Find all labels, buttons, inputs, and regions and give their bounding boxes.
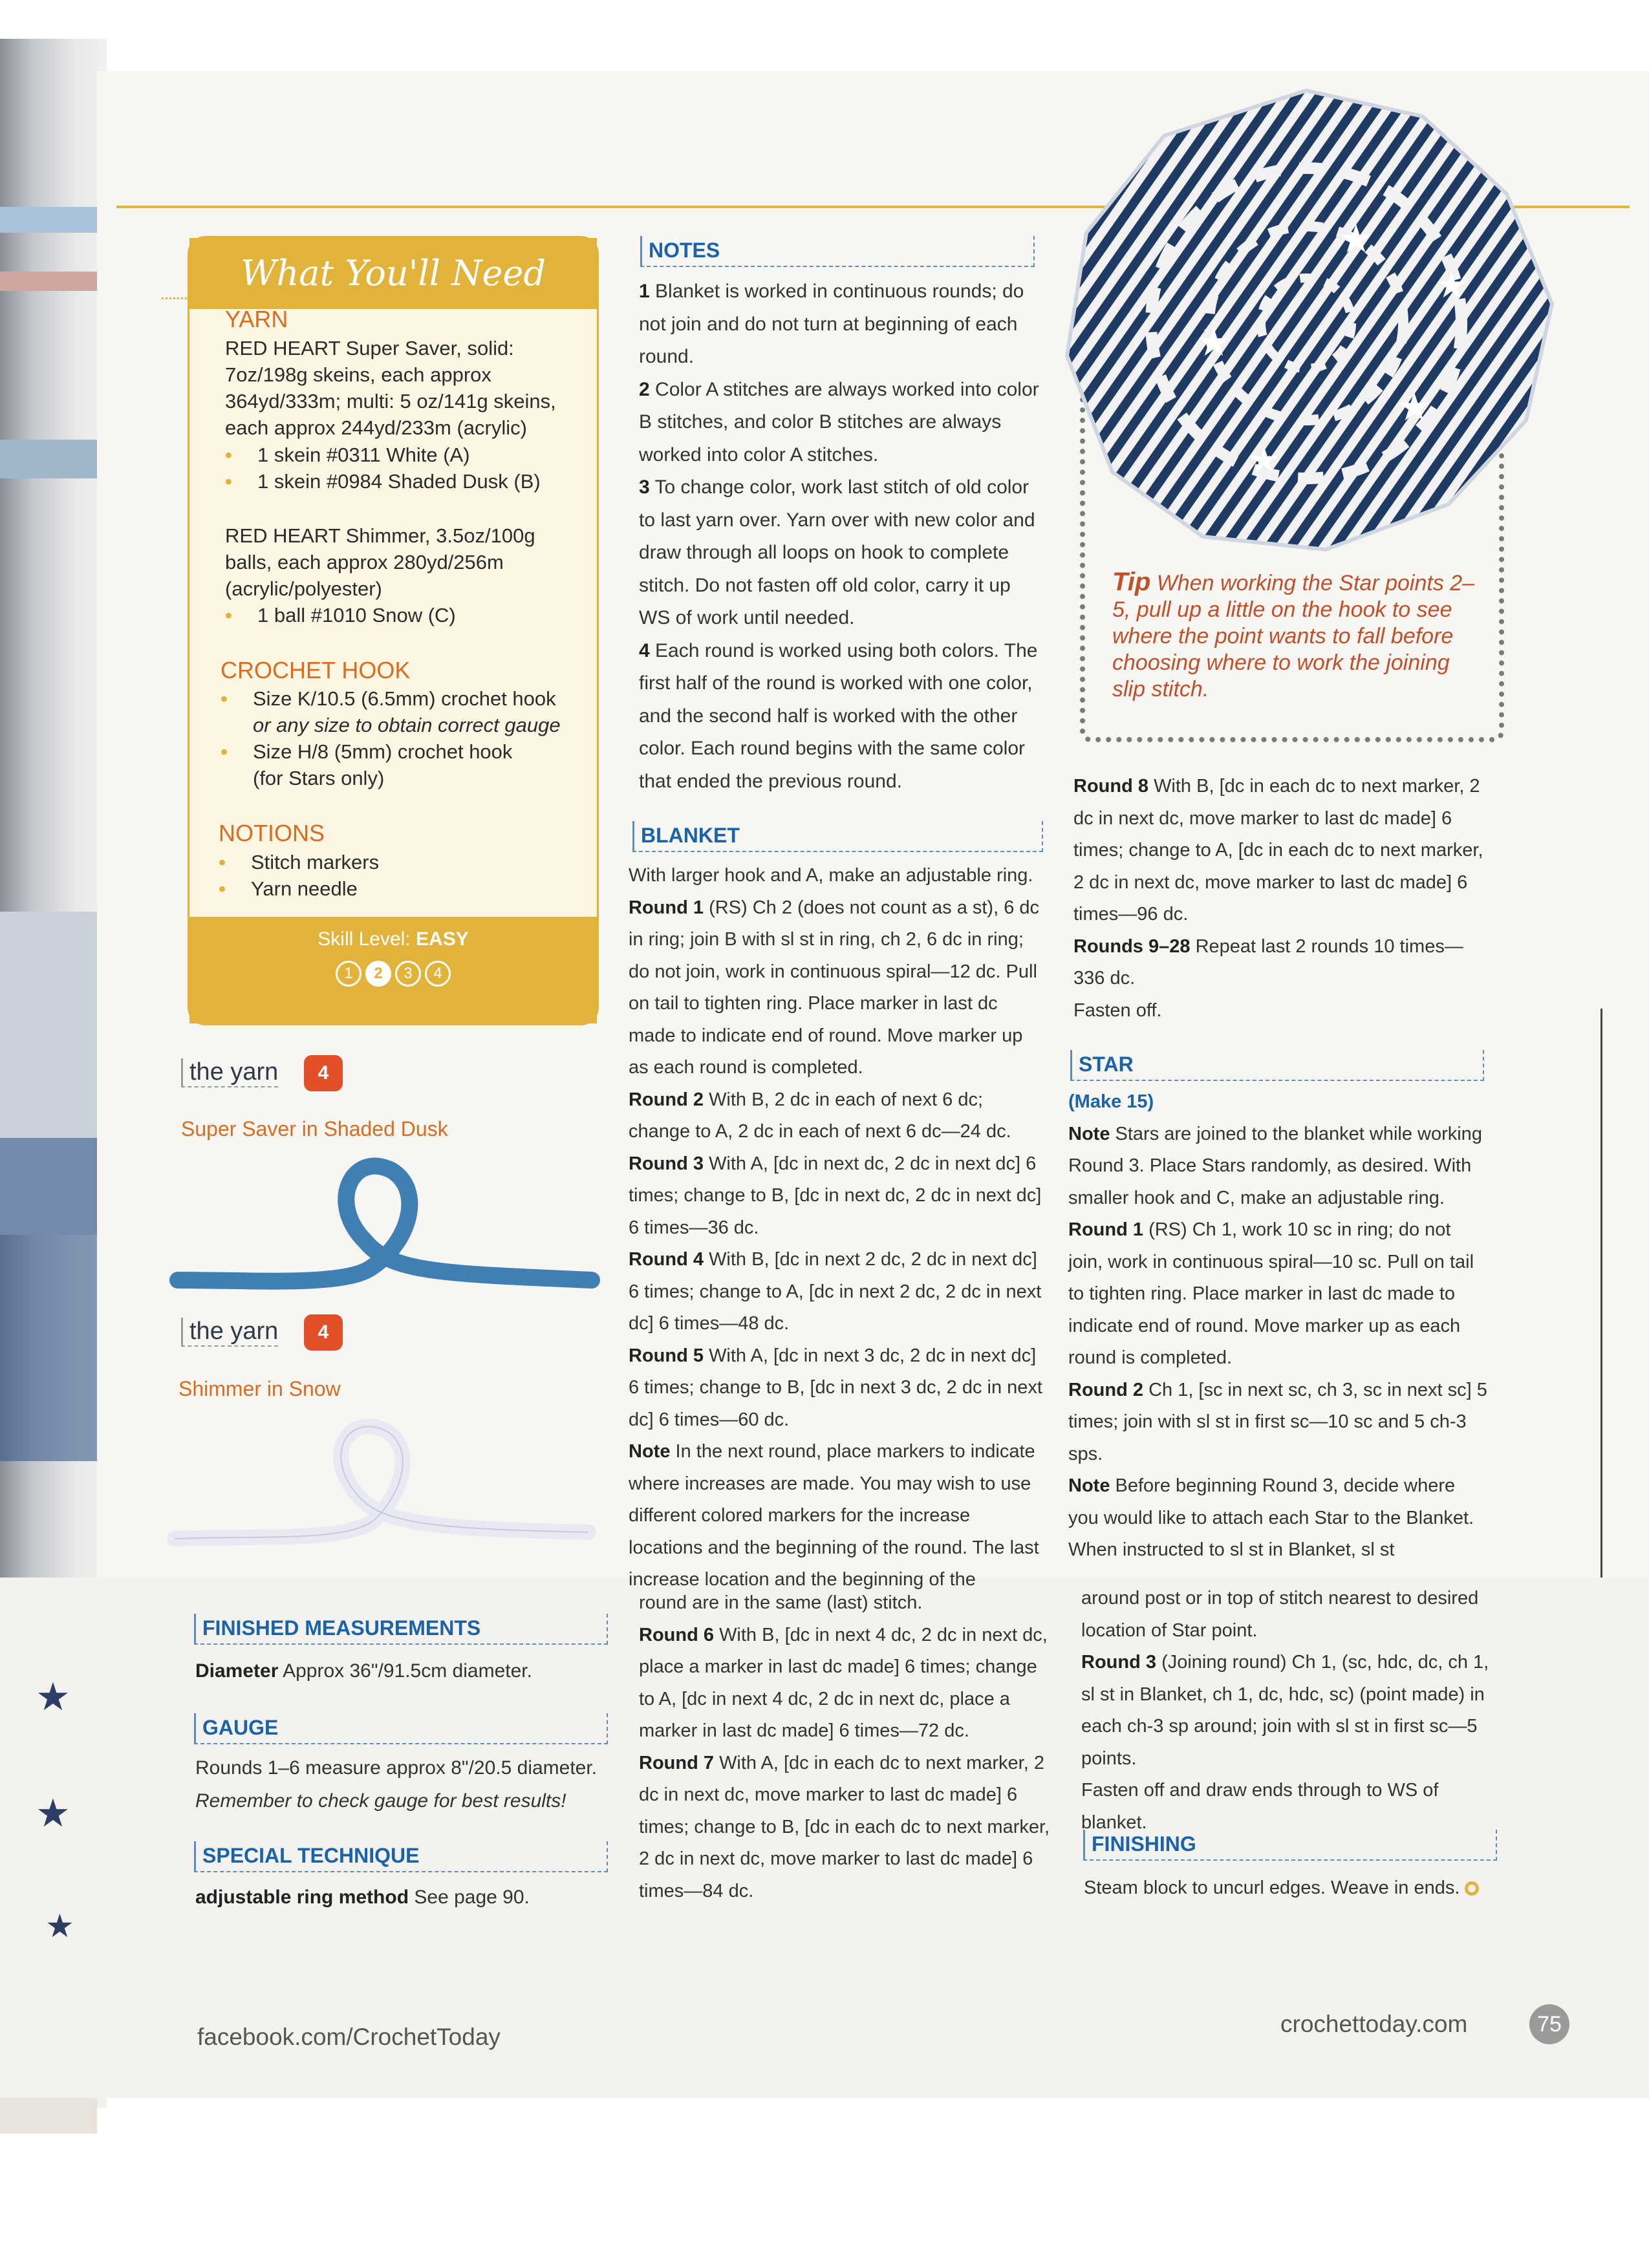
note-label: Note — [1068, 1475, 1110, 1496]
note-text: Color A stitches are always worked into color B stitches, and color B stitches are always worked into color A stitches. — [639, 378, 1039, 465]
note-text: Each round is worked using both colors. The first half of the round is worked with one color, and the second half is worked with the other color. Each round begins with the same color that ended the previous round. — [639, 639, 1038, 792]
blanket-round — [639, 1748, 1053, 1908]
footer-facebook: facebook.com/CrochetToday — [197, 2024, 501, 2050]
diameter-value: Approx 36"/91.5cm diameter. — [283, 1660, 532, 1682]
star-round — [1068, 1375, 1489, 1471]
round-text: With B, [dc in each dc to next marker, 2 dc in next dc, move marker to last dc made] 6 times; change to A, [dc in each dc to next marker, 2 dc in next dc, move marker to last dc made] 6 times—96 dc. — [1073, 776, 1483, 925]
round-label: Round 2 — [629, 1089, 704, 1110]
svg-text:★: ★ — [1339, 217, 1374, 261]
star-instructions-continued — [1081, 1583, 1502, 1839]
notions-item: • Yarn needle — [219, 875, 587, 902]
blanket-round — [639, 1620, 1053, 1748]
special-technique-text — [195, 1881, 622, 1914]
gauge-line: Rounds 1–6 measure approx 8"/20.5 diameter. — [195, 1757, 598, 1779]
star-make-count: (Make 15) — [1068, 1091, 1154, 1112]
note-text: To change color, work last stitch of old color to last yarn over. Yarn over with new color and draw through all loops on hook to complete stitch. Do not fasten off old color, carry it up WS of work until needed. — [639, 476, 1035, 628]
round-label: Round 7 — [639, 1752, 714, 1773]
round-label: Round 8 — [1073, 776, 1148, 797]
star-icon: ★ — [36, 1675, 70, 1718]
hook-item-note: or any size to obtain correct gauge — [253, 714, 561, 736]
star-continued-text: around post or in top of stitch nearest to desired location of Star point. — [1081, 1588, 1479, 1641]
blanket-photo — [1035, 84, 1578, 575]
note-number: 1 — [639, 281, 650, 302]
star-icon: ★ — [45, 1908, 74, 1944]
shimmer-item: • 1 ball #1010 Snow (C) — [225, 602, 594, 628]
note-label: Note — [1068, 1123, 1110, 1144]
skill-dot: 3 — [395, 961, 421, 987]
finished-measurements-text — [195, 1655, 609, 1688]
round-label: Round 3 — [1081, 1652, 1156, 1673]
round-text: With B, 2 dc in each of next 6 dc; change to A, 2 dc in each of next 6 dc—24 dc. — [629, 1089, 1011, 1142]
blanket-note — [629, 1436, 1042, 1590]
skill-level-label — [189, 928, 597, 950]
shimmer-description: RED HEART Shimmer, 3.5oz/100g balls, each approx 280yd/256m (acrylic/polyester) — [225, 524, 535, 600]
what-youll-need-box — [188, 236, 599, 1025]
round-label: Round 1 — [1068, 1219, 1143, 1240]
blanket-instructions — [629, 860, 1042, 1590]
note-number: 2 — [639, 378, 650, 400]
white-yarn-image — [175, 1409, 588, 1552]
column-rule — [1600, 1009, 1602, 1578]
star-icon: ★ — [36, 1792, 70, 1835]
technique-label: adjustable ring method — [195, 1887, 409, 1908]
blanket-rounds-right — [1073, 771, 1494, 1027]
star-instructions — [1068, 1086, 1489, 1560]
special-technique-heading: SPECIAL TECHNIQUE — [194, 1841, 608, 1872]
yarn-weight-icon: 4 — [304, 1055, 343, 1091]
hook-item — [221, 685, 602, 738]
svg-text:★: ★ — [1196, 321, 1231, 364]
blanket-round — [629, 1244, 1042, 1340]
skill-dot: 1 — [336, 961, 361, 987]
round-text: Ch 1, [sc in next sc, ch 3, sc in next sc] 5 times; join with sl st in first sc—10 sc and 5 ch-3 sps. — [1068, 1379, 1487, 1464]
gauge-text — [195, 1752, 622, 1817]
round-label: Round 1 — [629, 897, 704, 918]
note-item — [639, 374, 1040, 472]
svg-text:★: ★ — [1397, 385, 1432, 429]
blanket-round — [629, 1148, 1042, 1245]
note-label: Note — [629, 1441, 671, 1462]
blanket-round — [629, 892, 1042, 1084]
end-mark-icon — [1465, 1881, 1479, 1896]
blanket-round — [1073, 771, 1494, 931]
round-text: (RS) Ch 1, work 10 sc in ring; do not join, work in continuous spiral—10 sc. Pull on tail to tighten ring. Place marker in last dc made to indicate end of round. Move marker up as each round is completed. — [1068, 1219, 1474, 1368]
round-label: Round 5 — [629, 1345, 704, 1366]
notions-item: • Stitch markers — [219, 849, 587, 875]
tip-body: When working the Star points 2–5, pull up a little on the hook to see where the point wants to fall before choosing where to work the joining slip stitch. — [1112, 571, 1475, 701]
fasten-off: Fasten off. — [1073, 1000, 1162, 1021]
skill-level-text: Skill Level: — [318, 928, 411, 950]
yarn-caption: Super Saver in Shaded Dusk — [181, 1117, 448, 1140]
note-item — [639, 471, 1040, 635]
yarn-label: the yarn — [181, 1058, 278, 1087]
yarn-tail-decoration — [162, 297, 191, 319]
round-label: Round 3 — [629, 1153, 704, 1174]
finishing-heading: FINISHING — [1083, 1830, 1497, 1861]
blue-yarn-image — [178, 1151, 592, 1300]
skill-dot: 4 — [425, 961, 451, 987]
tip-text — [1112, 569, 1481, 703]
notions-heading: NOTIONS — [219, 820, 325, 846]
round-label: Round 4 — [629, 1249, 704, 1270]
blanket-heading: BLANKET — [632, 821, 1043, 852]
svg-text:★: ★ — [1436, 265, 1468, 305]
note-text: Before beginning Round 3, decide where you would like to attach each Star to the Blanket. When instructed to sl st in Blanket, sl st — [1068, 1475, 1474, 1560]
note-text: In the next round, place markers to indicate where increases are made. You may wish to use different colored markers for the increase locations and the beginning of the round. The last increase location and the beginning of the — [629, 1441, 1039, 1590]
note-text: Blanket is worked in continuous rounds; do not join and do not turn at beginning of each round. — [639, 281, 1024, 367]
yarn-description: RED HEART Super Saver, solid: 7oz/198g skeins, each approx 364yd/333m; multi: 5 oz/141g skeins, each approx 244yd/233m (acrylic) — [225, 337, 556, 439]
skill-level-bar — [189, 917, 597, 1023]
technique-value: See page 90. — [414, 1887, 530, 1908]
tip-label: Tip — [1112, 568, 1151, 596]
yarn-label: the yarn — [181, 1318, 278, 1347]
round-text: (Joining round) Ch 1, (sc, hdc, dc, ch 1, sl st in Blanket, ch 1, dc, hdc, sc) (point made) in each ch-3 sp around; join with sl st in first sc—5 points. — [1081, 1652, 1489, 1769]
diameter-label: Diameter — [195, 1660, 279, 1682]
round-text: With B, [dc in next 2 dc, 2 dc in next dc] 6 times; change to A, [dc in next 2 dc, 2 dc in next dc] 6 times—48 dc. — [629, 1249, 1042, 1334]
blanket-instructions-continued — [639, 1587, 1053, 1907]
note-item — [639, 635, 1040, 798]
star-heading: STAR — [1070, 1050, 1484, 1081]
gauge-heading: GAUGE — [194, 1713, 608, 1744]
yarn-weight-icon: 4 — [304, 1314, 343, 1351]
hook-item-label: Size K/10.5 (6.5mm) crochet hook — [253, 687, 556, 710]
round-text: With B, [dc in next 4 dc, 2 dc in next dc, place a marker in last dc made] 6 times; change to A, [dc in next 4 dc, 2 dc in next dc, place a marker in last dc made] 6 times—72 dc. — [639, 1624, 1048, 1741]
round-label: Round 2 — [1068, 1379, 1143, 1400]
note-number: 3 — [639, 476, 650, 498]
star-fasten-off: Fasten off and draw ends through to WS of blanket. — [1081, 1780, 1439, 1833]
blanket-intro: With larger hook and A, make an adjustable ring. — [629, 865, 1033, 886]
hook-item-label: Size H/8 (5mm) crochet hook — [253, 740, 513, 763]
svg-text:★: ★ — [1248, 440, 1280, 480]
blanket-round — [629, 1084, 1042, 1148]
hook-heading: CROCHET HOOK — [221, 657, 411, 683]
yarn-item: • 1 skein #0984 Shaded Dusk (B) — [225, 468, 594, 495]
blanket-continued-text: round are in the same (last) stitch. — [639, 1592, 923, 1613]
yarn-heading: YARN — [225, 306, 288, 332]
blanket-round — [1073, 931, 1494, 995]
round-text: Repeat last 2 rounds 10 times—336 dc. — [1073, 936, 1463, 989]
notes-heading: NOTES — [640, 236, 1035, 267]
star-round — [1081, 1647, 1502, 1775]
skill-dot-active: 2 — [365, 961, 391, 987]
need-title: What You'll Need — [189, 238, 597, 309]
note-item — [639, 275, 1040, 374]
round-text: (RS) Ch 2 (does not count as a st), 6 dc in ring; join B with sl st in ring, ch 2, 6 dc in ring; do not join, work in continuous spiral—12 dc. Pull on tail to tighten ring. Place marker in last dc made to indicate end of round. Move marker up as each round is completed. — [629, 897, 1040, 1078]
footer-website: crochettoday.com — [1280, 2011, 1468, 2037]
note-number: 4 — [639, 639, 650, 661]
star-note — [1068, 1470, 1489, 1560]
round-text: With A, [dc in next 3 dc, 2 dc in next dc] 6 times; change to B, [dc in next 3 dc, 2 dc in next dc] 6 times—60 dc. — [629, 1345, 1042, 1430]
skill-level-dots — [189, 961, 597, 987]
notes-list — [639, 275, 1040, 798]
round-text: With A, [dc in each dc to next marker, 2 dc in next dc, move marker to last dc made] 6 times; change to B, [dc in each dc to next marker, 2 dc in next dc, move marker to last dc made] 6 times—84 dc. — [639, 1752, 1050, 1901]
skill-level-value: EASY — [416, 928, 469, 950]
blanket-round — [629, 1340, 1042, 1437]
finished-measurements-heading: FINISHED MEASUREMENTS — [194, 1614, 608, 1645]
finishing-body: Steam block to uncurl edges. Weave in ends. — [1084, 1878, 1460, 1898]
round-label: Round 6 — [639, 1624, 714, 1645]
finishing-text — [1084, 1872, 1504, 1905]
round-text: With A, [dc in next dc, 2 dc in next dc] 6 times; change to B, [dc in next dc, 2 dc in next dc] 6 times—36 dc. — [629, 1153, 1042, 1238]
note-text: Stars are joined to the blanket while working Round 3. Place Stars randomly, as desired. With smaller hook and C, make an adjustable ring. — [1068, 1123, 1482, 1208]
yarn-caption: Shimmer in Snow — [178, 1377, 341, 1400]
round-label: Rounds 9–28 — [1073, 936, 1191, 957]
hook-item-note: (for Stars only) — [253, 767, 385, 789]
hook-item — [221, 738, 602, 791]
star-round — [1068, 1214, 1489, 1375]
gauge-note: Remember to check gauge for best results! — [195, 1790, 566, 1812]
star-note — [1068, 1118, 1489, 1215]
page-number: 75 — [1529, 2004, 1569, 2044]
yarn-item: • 1 skein #0311 White (A) — [225, 442, 594, 468]
